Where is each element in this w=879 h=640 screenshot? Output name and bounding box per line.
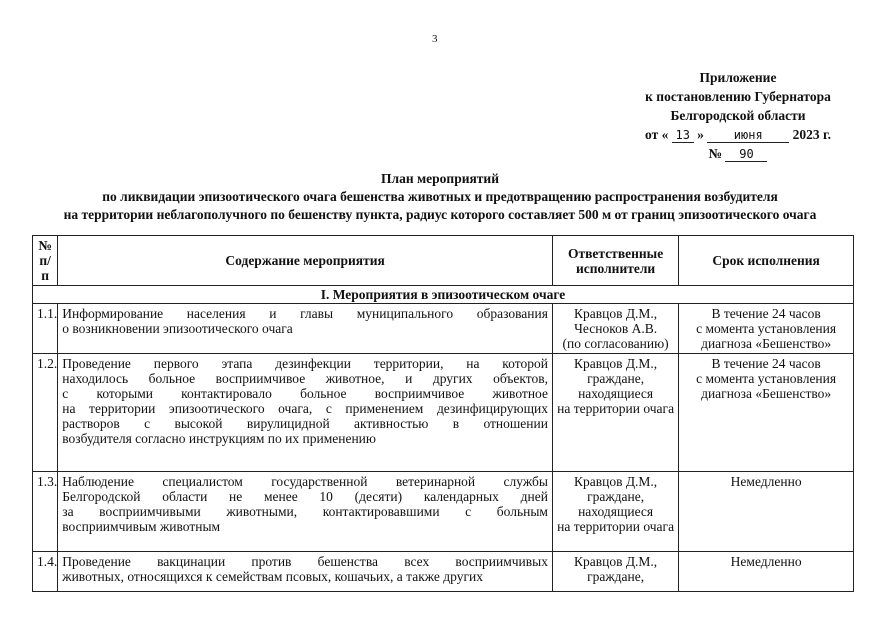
row-number: 1.2. [33, 354, 58, 472]
row-term-line: В течение 24 часов [711, 356, 821, 371]
row-executors [552, 472, 678, 552]
row-term-line: диагноза «Бешенство» [701, 386, 832, 401]
row-term-line: с момента установления [696, 321, 837, 336]
appendix-date [618, 125, 858, 144]
appendix-decree: к постановлению Губернатора [645, 89, 831, 104]
row-number: 1.4. [33, 552, 58, 592]
row-executors-line: Кравцов Д.М., [574, 356, 658, 371]
row-executors [552, 552, 678, 592]
row-executors-line: граждане, [587, 489, 645, 504]
appendix-block [618, 68, 858, 163]
header-term: Срок исполнения [679, 236, 854, 286]
row-term [679, 472, 854, 552]
title-line-2: по ликвидации эпизоотического очага бешенства животных и предотвращению распространения возбудителя [102, 189, 778, 204]
decree-number: 90 [725, 147, 767, 162]
header-executors-line: Ответственные [567, 245, 664, 261]
row-content-line: Проведение первого этапа дезинфекции территории, на которой [62, 356, 548, 371]
row-term-line: В течение 24 часов [711, 306, 821, 321]
date-month: июня [707, 128, 789, 143]
section-row [33, 286, 854, 304]
row-executors-line: Кравцов Д.М., [574, 554, 658, 569]
row-content-line: Проведение вакцинации против бешенства всех восприимчивых [62, 554, 548, 569]
header-content: Содержание мероприятия [58, 236, 553, 286]
row-content-line: растворов с высокой вирулицидной активностью в отношении [62, 416, 548, 431]
row-term [679, 304, 854, 354]
date-prefix: от « [645, 127, 669, 142]
table-row [33, 354, 854, 472]
row-content-line: Информирование населения и главы муниципального образования [62, 306, 548, 321]
row-content-line: на территории эпизоотического очага, с применением дезинфицирующих [62, 401, 548, 416]
header-number [33, 236, 58, 286]
section-title: I. Мероприятия в эпизоотическом очаге [33, 286, 854, 304]
appendix-title: Приложение [699, 70, 777, 85]
row-term-line: Немедленно [730, 554, 802, 569]
row-term-line: с момента установления [696, 371, 837, 386]
page-number: 3 [432, 33, 438, 45]
row-executors [552, 354, 678, 472]
row-content-line: восприимчивым животным [62, 519, 221, 534]
header-number-line: № [38, 238, 52, 253]
row-content [58, 354, 553, 472]
row-term [679, 354, 854, 472]
row-executors-line: (по согласованию) [562, 336, 669, 351]
date-day: 13 [672, 128, 694, 143]
row-executors-line: граждане, [587, 569, 645, 584]
table-row [33, 304, 854, 354]
header-number-line: п/п [39, 253, 51, 283]
date-year: 2023 г. [792, 127, 831, 142]
row-content [58, 552, 553, 592]
appendix-number [618, 144, 858, 163]
row-number: 1.1. [33, 304, 58, 354]
row-executors-line: Кравцов Д.М., [574, 474, 658, 489]
row-term-line: диагноза «Бешенство» [701, 336, 832, 351]
number-prefix: № [708, 146, 723, 161]
row-content [58, 304, 553, 354]
row-executors-line: находящиеся [578, 386, 654, 401]
table-header-row [33, 236, 854, 286]
row-number: 1.3. [33, 472, 58, 552]
row-content-line: возбудителя согласно инструкциям по их применению [62, 431, 376, 446]
appendix-region: Белгородской области [670, 108, 806, 123]
row-term [679, 552, 854, 592]
row-executors-line: Кравцов Д.М., [574, 306, 658, 321]
row-executors [552, 304, 678, 354]
row-content-line: о возникновении эпизоотического очага [62, 321, 293, 336]
row-content-line: за восприимчивыми животными, контактировавшими с больным [62, 504, 548, 519]
row-content-line: Белгородской области не менее 10 (десяти) календарных дней [62, 489, 548, 504]
row-term-line: Немедленно [730, 474, 802, 489]
table-row [33, 552, 854, 592]
plan-table [32, 235, 854, 592]
row-executors-line: на территории очага [557, 519, 675, 534]
header-executors-line: исполнители [575, 260, 656, 276]
document-title [20, 170, 860, 224]
title-line-3: на территории неблагополучного по бешенству пункта, радиус которого составляет 500 м от границ эпизоотического очага [63, 207, 817, 222]
header-executors [552, 236, 678, 286]
row-executors-line: граждане, [587, 371, 645, 386]
row-executors-line: на территории очага [557, 401, 675, 416]
row-content-line: с которыми контактировало больное восприимчивое животное [62, 386, 548, 401]
row-content-line: животных, относящихся к семействам псовых, кошачьих, а также других [62, 569, 483, 584]
row-content-line: находилось больное восприимчивое животное, и других объектов, [62, 371, 548, 386]
row-executors-line: Чесноков А.В. [574, 321, 658, 336]
row-executors-line: находящиеся [578, 504, 654, 519]
row-content-line: Наблюдение специалистом государственной ветеринарной службы [62, 474, 548, 489]
date-mid: » [697, 127, 704, 142]
table-row [33, 472, 854, 552]
title-line-1: План мероприятий [381, 171, 499, 186]
row-content [58, 472, 553, 552]
